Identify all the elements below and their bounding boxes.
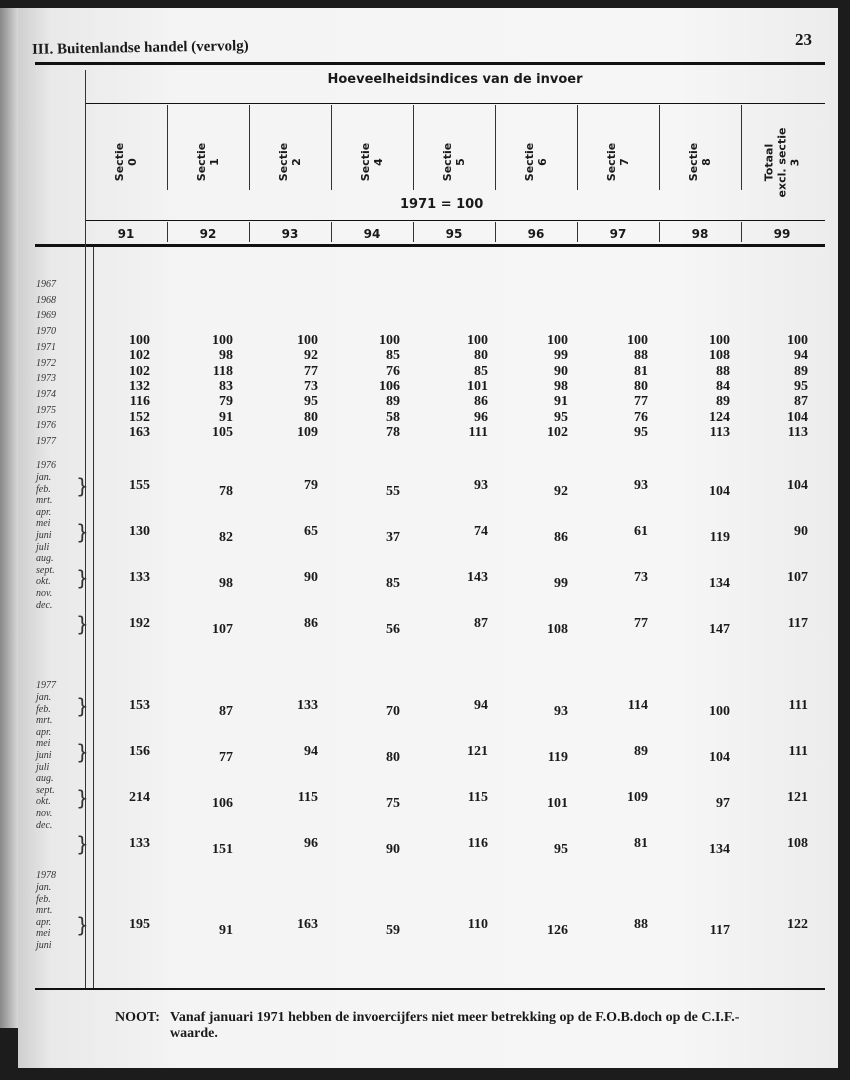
- cell-value: 70: [386, 704, 400, 719]
- row-label-year: 1967: [36, 279, 56, 290]
- cell-value: 121: [787, 790, 808, 805]
- column-header-7: [659, 112, 741, 212]
- top-rule: [35, 62, 825, 65]
- cell-value: 111: [788, 698, 808, 713]
- column-header-0: [85, 112, 167, 212]
- cell-value: 116: [467, 836, 488, 851]
- cell-value: 81: [634, 836, 648, 851]
- cell-value: 153: [129, 698, 150, 713]
- month-label: jan.: [36, 692, 52, 703]
- month-label: sept.: [36, 784, 55, 796]
- column-divider: [577, 105, 578, 190]
- brace-icon: }: [76, 566, 89, 590]
- column-header-8: [741, 112, 823, 212]
- column-header-5: [495, 112, 577, 212]
- cell-value: 73: [634, 570, 648, 585]
- cell-value: 87: [794, 394, 808, 410]
- cell-value: 90: [554, 363, 568, 379]
- cell-value: 133: [129, 570, 150, 585]
- column-divider: [331, 105, 332, 190]
- cell-value: 94: [794, 348, 808, 364]
- column-header-3: [331, 112, 413, 212]
- column-code: 96: [527, 227, 545, 241]
- brace-icon: }: [76, 740, 89, 764]
- cell-value: 106: [212, 796, 233, 811]
- caption-rule: [85, 103, 825, 104]
- row-label-year: 1973: [36, 373, 56, 385]
- month-label: jan.: [36, 472, 52, 483]
- cell-value: 76: [386, 363, 400, 379]
- cell-value: 163: [129, 424, 150, 440]
- cell-value: 124: [709, 409, 730, 425]
- column-label: Totaal excl. sectie 3: [762, 127, 802, 197]
- cell-value: 87: [219, 704, 233, 719]
- cell-value: 93: [474, 478, 488, 493]
- cell-value: 95: [554, 842, 568, 857]
- cell-value: 115: [297, 790, 318, 805]
- cell-value: 100: [709, 333, 730, 348]
- cell-value: 89: [716, 394, 730, 410]
- cell-value: 93: [554, 704, 568, 719]
- cell-value: 126: [547, 923, 568, 938]
- month-label: juni: [36, 940, 52, 951]
- cell-value: 100: [547, 333, 568, 348]
- cell-value: 65: [304, 524, 318, 539]
- cell-value: 82: [219, 530, 233, 545]
- month-label: aug.: [36, 553, 54, 565]
- cell-value: 109: [627, 790, 648, 805]
- cell-value: 110: [467, 917, 488, 932]
- footnote-label: NOOT:: [115, 1010, 160, 1025]
- column-label: Sectie 2: [277, 142, 303, 182]
- cell-value: 121: [467, 744, 488, 759]
- cell-value: 90: [794, 524, 808, 539]
- cell-value: 95: [304, 394, 318, 410]
- month-label: dec.: [36, 599, 53, 611]
- cell-value: 73: [304, 378, 318, 394]
- cell-value: 96: [304, 836, 318, 851]
- month-label: juli: [36, 761, 50, 773]
- month-label: nov.: [36, 808, 53, 819]
- cell-value: 156: [129, 744, 150, 759]
- cell-value: 106: [379, 378, 400, 394]
- cell-value: 77: [634, 616, 648, 631]
- month-label: mei: [36, 928, 51, 940]
- brace-icon: }: [76, 474, 89, 498]
- cell-value: 95: [794, 378, 808, 394]
- month-label: apr.: [36, 506, 52, 518]
- cell-value: 89: [634, 744, 648, 759]
- cell-value: 83: [219, 378, 233, 394]
- column-code: 91: [117, 227, 135, 241]
- column-code: 92: [199, 227, 217, 241]
- cell-value: 108: [787, 836, 808, 851]
- column-code: 94: [363, 227, 381, 241]
- cell-value: 90: [386, 842, 400, 857]
- cell-value: 37: [386, 530, 400, 545]
- cell-value: 78: [219, 484, 233, 499]
- cell-value: 96: [474, 409, 488, 425]
- cell-value: 74: [474, 524, 488, 539]
- cell-value: 79: [219, 394, 233, 410]
- column-code: 93: [281, 227, 299, 241]
- cell-value: 100: [379, 333, 400, 348]
- cell-value: 89: [386, 394, 400, 410]
- month-label: apr.: [36, 726, 52, 738]
- cell-value: 91: [219, 923, 233, 938]
- cell-value: 94: [304, 744, 318, 759]
- cell-value: 94: [474, 698, 488, 713]
- cell-value: 79: [304, 478, 318, 493]
- column-divider: [249, 105, 250, 190]
- month-label: okt.: [36, 576, 51, 588]
- cell-value: 91: [554, 394, 568, 410]
- month-label: mei: [36, 518, 51, 530]
- row-label-year: 1969: [36, 310, 56, 322]
- column-label: Sectie 8: [687, 142, 713, 182]
- cell-value: 80: [634, 378, 648, 394]
- cell-value: 85: [474, 363, 488, 379]
- row-label-year: 1974: [36, 388, 56, 400]
- column-divider: [413, 105, 414, 190]
- cell-value: 100: [627, 333, 648, 348]
- cell-value: 75: [386, 796, 400, 811]
- cell-value: 195: [129, 917, 150, 932]
- cell-value: 107: [212, 622, 233, 637]
- cell-value: 134: [709, 576, 730, 591]
- cell-value: 122: [787, 917, 808, 932]
- bottom-rule: [35, 988, 825, 990]
- row-label-year: 1977: [36, 436, 56, 447]
- month-label: mei: [36, 738, 51, 750]
- cell-value: 59: [386, 923, 400, 938]
- column-divider: [167, 105, 168, 190]
- table-caption: Hoeveelheidsindices van de invoer: [327, 72, 583, 87]
- cell-value: 91: [219, 409, 233, 425]
- month-label: mrt.: [36, 715, 53, 727]
- month-label: dec.: [36, 819, 53, 831]
- cell-value: 95: [634, 424, 648, 440]
- cell-value: 86: [474, 394, 488, 410]
- cell-value: 99: [554, 576, 568, 591]
- cell-value: 93: [634, 478, 648, 493]
- cell-value: 105: [212, 424, 233, 440]
- cell-value: 80: [304, 409, 318, 425]
- column-code: 97: [609, 227, 627, 241]
- cell-value: 86: [304, 616, 318, 631]
- group-year-label: 1977: [36, 680, 56, 691]
- cell-value: 104: [787, 478, 808, 493]
- cell-value: 88: [634, 917, 648, 932]
- cell-value: 107: [787, 570, 808, 585]
- cell-value: 114: [627, 698, 648, 713]
- month-label: mrt.: [36, 495, 53, 507]
- cell-value: 84: [716, 378, 730, 394]
- month-label: feb.: [36, 703, 51, 715]
- brace-icon: }: [76, 694, 89, 718]
- cell-value: 102: [129, 363, 150, 379]
- column-label: Sectie 4: [359, 142, 385, 182]
- column-header-2: [249, 112, 331, 212]
- page-number: 23: [795, 30, 812, 49]
- cell-value: 116: [129, 394, 150, 410]
- cell-value: 104: [709, 750, 730, 765]
- month-label: aug.: [36, 773, 54, 785]
- brace-icon: }: [76, 913, 89, 937]
- cell-value: 113: [709, 424, 730, 440]
- month-label: feb.: [36, 893, 51, 905]
- cell-value: 87: [474, 616, 488, 631]
- cell-value: 118: [212, 363, 233, 379]
- cell-value: 85: [386, 576, 400, 591]
- month-label: juni: [36, 530, 52, 541]
- month-label: sept.: [36, 564, 55, 576]
- cell-value: 147: [709, 622, 730, 637]
- column-header-1: [167, 112, 249, 212]
- cell-value: 92: [304, 348, 318, 364]
- cell-value: 163: [297, 917, 318, 932]
- cell-value: 98: [219, 348, 233, 364]
- month-label: jan.: [36, 882, 52, 893]
- cell-value: 98: [554, 378, 568, 394]
- column-code: 99: [773, 227, 791, 241]
- cell-value: 104: [787, 409, 808, 425]
- row-label-year: 1972: [36, 357, 56, 369]
- cell-value: 99: [554, 348, 568, 364]
- month-label: juni: [36, 750, 52, 761]
- cell-value: 100: [709, 704, 730, 719]
- cell-value: 100: [297, 333, 318, 348]
- cell-value: 77: [219, 750, 233, 765]
- cell-value: 111: [788, 744, 808, 759]
- cell-value: 58: [386, 409, 400, 425]
- column-code: 95: [445, 227, 463, 241]
- cell-value: 80: [386, 750, 400, 765]
- cell-value: 192: [129, 616, 150, 631]
- brace-icon: }: [76, 832, 89, 856]
- row-label-year: 1970: [36, 326, 56, 338]
- cell-value: 134: [709, 842, 730, 857]
- cell-value: 102: [547, 424, 568, 440]
- cell-value: 133: [129, 836, 150, 851]
- column-label: Sectie 6: [523, 142, 549, 182]
- column-header-4: [413, 112, 495, 212]
- cell-value: 100: [212, 333, 233, 348]
- column-label: Sectie 0: [113, 142, 139, 182]
- month-label: okt.: [36, 796, 51, 808]
- header-rule: [85, 220, 825, 221]
- cell-value: 85: [386, 348, 400, 364]
- cell-value: 95: [554, 409, 568, 425]
- brace-icon: }: [76, 612, 89, 636]
- cell-value: 115: [467, 790, 488, 805]
- month-label: mrt.: [36, 905, 53, 917]
- cell-value: 88: [716, 363, 730, 379]
- column-header-6: [577, 112, 659, 212]
- group-year-label: 1976: [36, 460, 56, 471]
- code-rule: [35, 244, 825, 247]
- cell-value: 97: [716, 796, 730, 811]
- cell-value: 55: [386, 484, 400, 499]
- cell-value: 80: [474, 348, 488, 364]
- book-spine: [0, 8, 18, 1028]
- column-divider: [659, 105, 660, 190]
- cell-value: 102: [129, 348, 150, 364]
- index-base: 1971 = 100: [400, 197, 484, 212]
- row-label-year: 1971: [36, 341, 56, 353]
- cell-value: 108: [547, 622, 568, 637]
- cell-value: 117: [709, 923, 730, 938]
- cell-value: 132: [129, 378, 150, 394]
- month-label: nov.: [36, 588, 53, 599]
- footnote: [115, 1010, 770, 1042]
- row-label-year: 1976: [36, 420, 56, 432]
- month-label: juli: [36, 541, 50, 553]
- cell-value: 109: [297, 424, 318, 440]
- row-label-year: 1968: [36, 294, 56, 306]
- cell-value: 111: [468, 424, 488, 440]
- cell-value: 56: [386, 622, 400, 637]
- cell-value: 117: [787, 616, 808, 631]
- cell-value: 113: [787, 424, 808, 440]
- cell-value: 61: [634, 524, 648, 539]
- cell-value: 89: [794, 363, 808, 379]
- row-label-year: 1975: [36, 404, 56, 416]
- column-label: Sectie 7: [605, 142, 631, 182]
- cell-value: 119: [709, 530, 730, 545]
- cell-value: 133: [297, 698, 318, 713]
- cell-value: 88: [634, 348, 648, 364]
- brace-icon: }: [76, 786, 89, 810]
- cell-value: 76: [634, 409, 648, 425]
- column-label: Sectie 5: [441, 142, 467, 182]
- cell-value: 78: [386, 424, 400, 440]
- cell-value: 119: [547, 750, 568, 765]
- cell-value: 104: [709, 484, 730, 499]
- cell-value: 152: [129, 409, 150, 425]
- cell-value: 100: [129, 333, 150, 348]
- cell-value: 90: [304, 570, 318, 585]
- cell-value: 92: [554, 484, 568, 499]
- cell-value: 101: [467, 378, 488, 394]
- column-code: 98: [691, 227, 709, 241]
- column-divider: [741, 105, 742, 190]
- cell-value: 77: [634, 394, 648, 410]
- cell-value: 130: [129, 524, 150, 539]
- cell-value: 155: [129, 478, 150, 493]
- month-label: apr.: [36, 916, 52, 928]
- footnote-text: Vanaf januari 1971 hebben de invoercijfers niet meer betrekking op de F.O.B.doch op de C.I.F.-waarde.: [170, 1010, 740, 1041]
- group-year-label: 1978: [36, 870, 56, 881]
- cell-value: 100: [787, 333, 808, 348]
- cell-value: 151: [212, 842, 233, 857]
- brace-icon: }: [76, 520, 89, 544]
- month-label: feb.: [36, 483, 51, 495]
- cell-value: 143: [467, 570, 488, 585]
- column-label: Sectie 1: [195, 142, 221, 182]
- cell-value: 108: [709, 348, 730, 364]
- cell-value: 100: [467, 333, 488, 348]
- cell-value: 86: [554, 530, 568, 545]
- cell-value: 214: [129, 790, 150, 805]
- column-divider: [495, 105, 496, 190]
- cell-value: 81: [634, 363, 648, 379]
- cell-value: 77: [304, 363, 318, 379]
- page-title: III. Buitenlandse handel (vervolg): [31, 38, 249, 58]
- cell-value: 101: [547, 796, 568, 811]
- cell-value: 98: [219, 576, 233, 591]
